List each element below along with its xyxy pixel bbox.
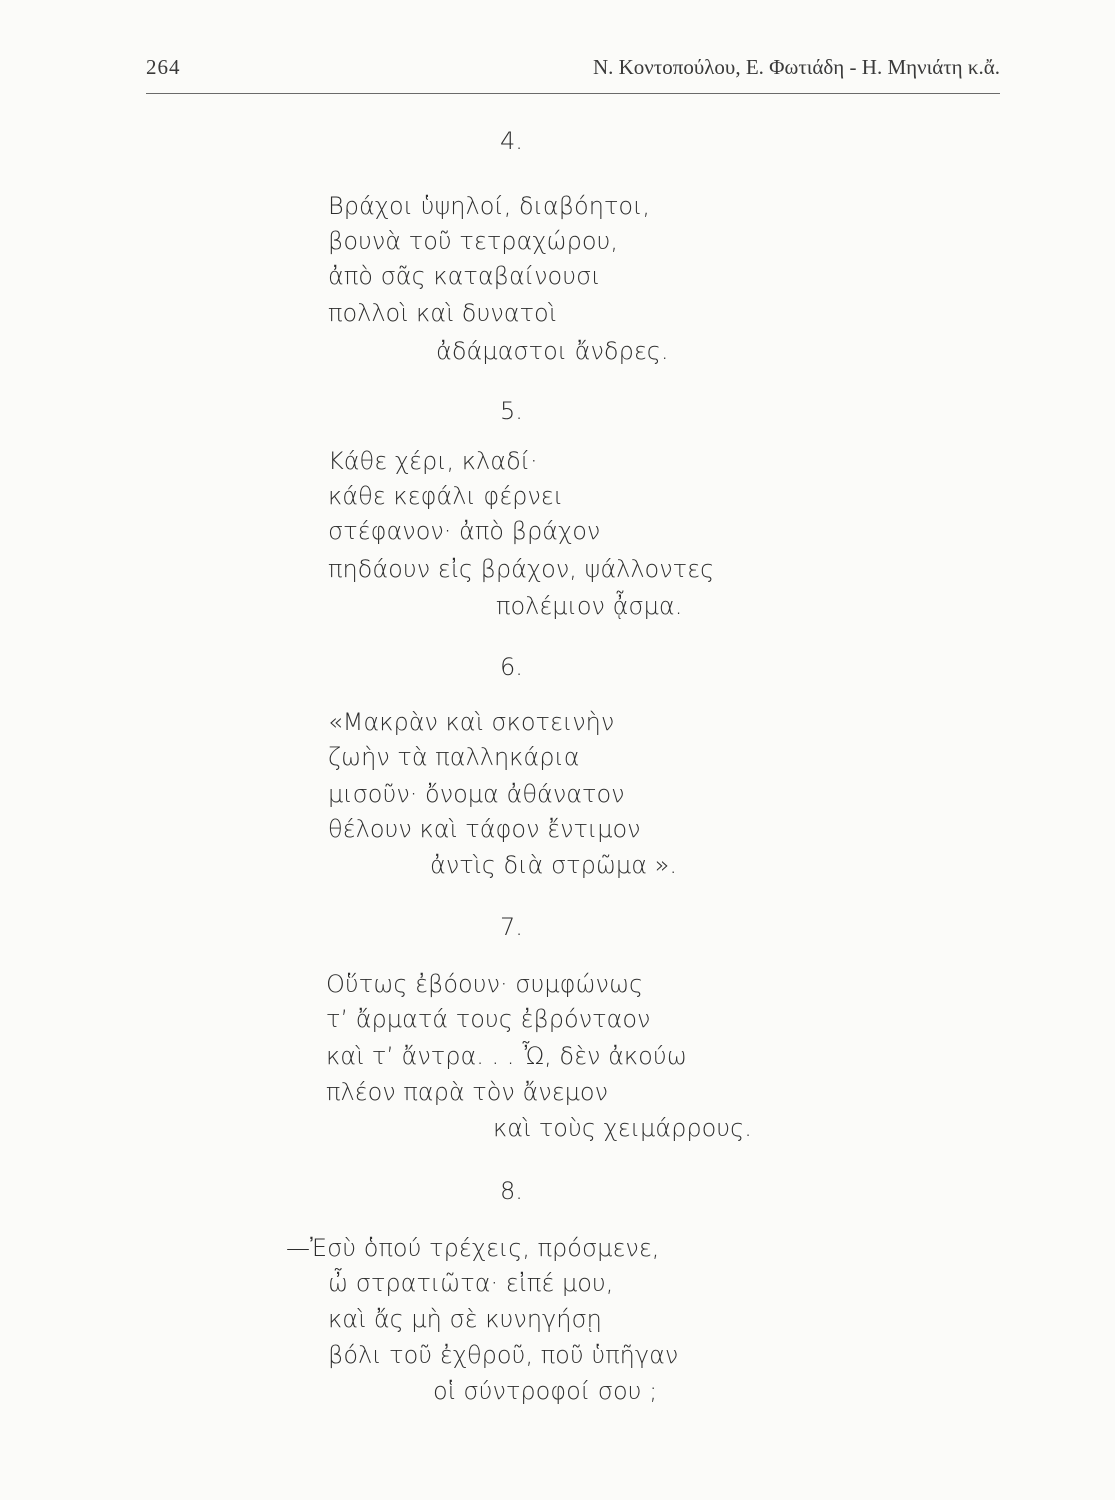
page-number: 264 <box>146 55 181 79</box>
verse-line: πολλοὶ καὶ δυνατοὶ <box>328 299 557 327</box>
verse-line: πηδάουν εἰς βράχον, ψάλλοντες <box>328 555 715 583</box>
verse-line: ἀντὶς διὰ στρῶμα ». <box>430 851 677 879</box>
verse-line: ἀπὸ σᾶς καταβαίνουσι <box>328 262 601 290</box>
verse-line: —Ἐσὺ ὁπού τρέχεις, πρόσμενε, <box>286 1234 660 1262</box>
verse-line: μισοῦν· ὄνομα ἀθάνατον <box>328 780 625 808</box>
verse-line: Κάθε χέρι, κλαδί· <box>328 447 538 475</box>
verse-line: ὦ στρατιῶτα· εἰπέ μου, <box>328 1269 614 1297</box>
stanza-number: 8. <box>500 1177 523 1205</box>
verse-line: ζωὴν τὰ παλληκάρια <box>328 743 580 771</box>
header-rule <box>146 93 1000 94</box>
verse-line: πολέμιον ᾆσμα. <box>496 592 683 620</box>
verse-line: Οὕτως ἐβόουν· συμφώνως <box>326 970 644 998</box>
running-head: Ν. Κοντοπούλου, Ε. Φωτιάδη - Η. Μηνιάτη κ.ἄ. <box>592 55 1000 79</box>
stanza-number: 4. <box>500 127 523 155</box>
verse-line: Βράχοι ὑψηλοί, διαβόητοι, <box>328 192 651 220</box>
page-header <box>146 55 1000 95</box>
verse-line: ἀδάμαστοι ἄνδρες. <box>436 337 669 365</box>
verse-line: κάθε κεφάλι φέρνει <box>328 482 564 510</box>
verse-line: βουνὰ τοῦ τετραχώρου, <box>328 227 619 255</box>
stanza-number: 7. <box>500 913 523 941</box>
verse-line: καὶ τ’ ἄντρα. . . Ὦ, δὲν ἀκούω <box>326 1042 687 1070</box>
verse-line: τ’ ἄρματά τους ἐβρόνταον <box>326 1005 651 1033</box>
verse-line: πλέον παρὰ τὸν ἄνεμον <box>326 1078 609 1106</box>
stanza-number: 5. <box>500 397 523 425</box>
verse-line: στέφανον· ἀπὸ βράχον <box>328 517 601 545</box>
verse-line: «Μακρὰν καὶ σκοτεινὴν <box>328 708 615 736</box>
stanza-number: 6. <box>500 653 523 681</box>
verse-line: βόλι τοῦ ἐχθροῦ, ποῦ ὑπῆγαν <box>328 1341 679 1369</box>
verse-line: καὶ τοὺς χειμάρρους. <box>493 1114 752 1142</box>
verse-line: καὶ ἄς μὴ σὲ κυνηγήσῃ <box>328 1305 602 1333</box>
verse-line: οἱ σύντροφοί σου ; <box>433 1377 658 1405</box>
verse-line: θέλουν καὶ τάφον ἔντιμον <box>328 815 641 843</box>
